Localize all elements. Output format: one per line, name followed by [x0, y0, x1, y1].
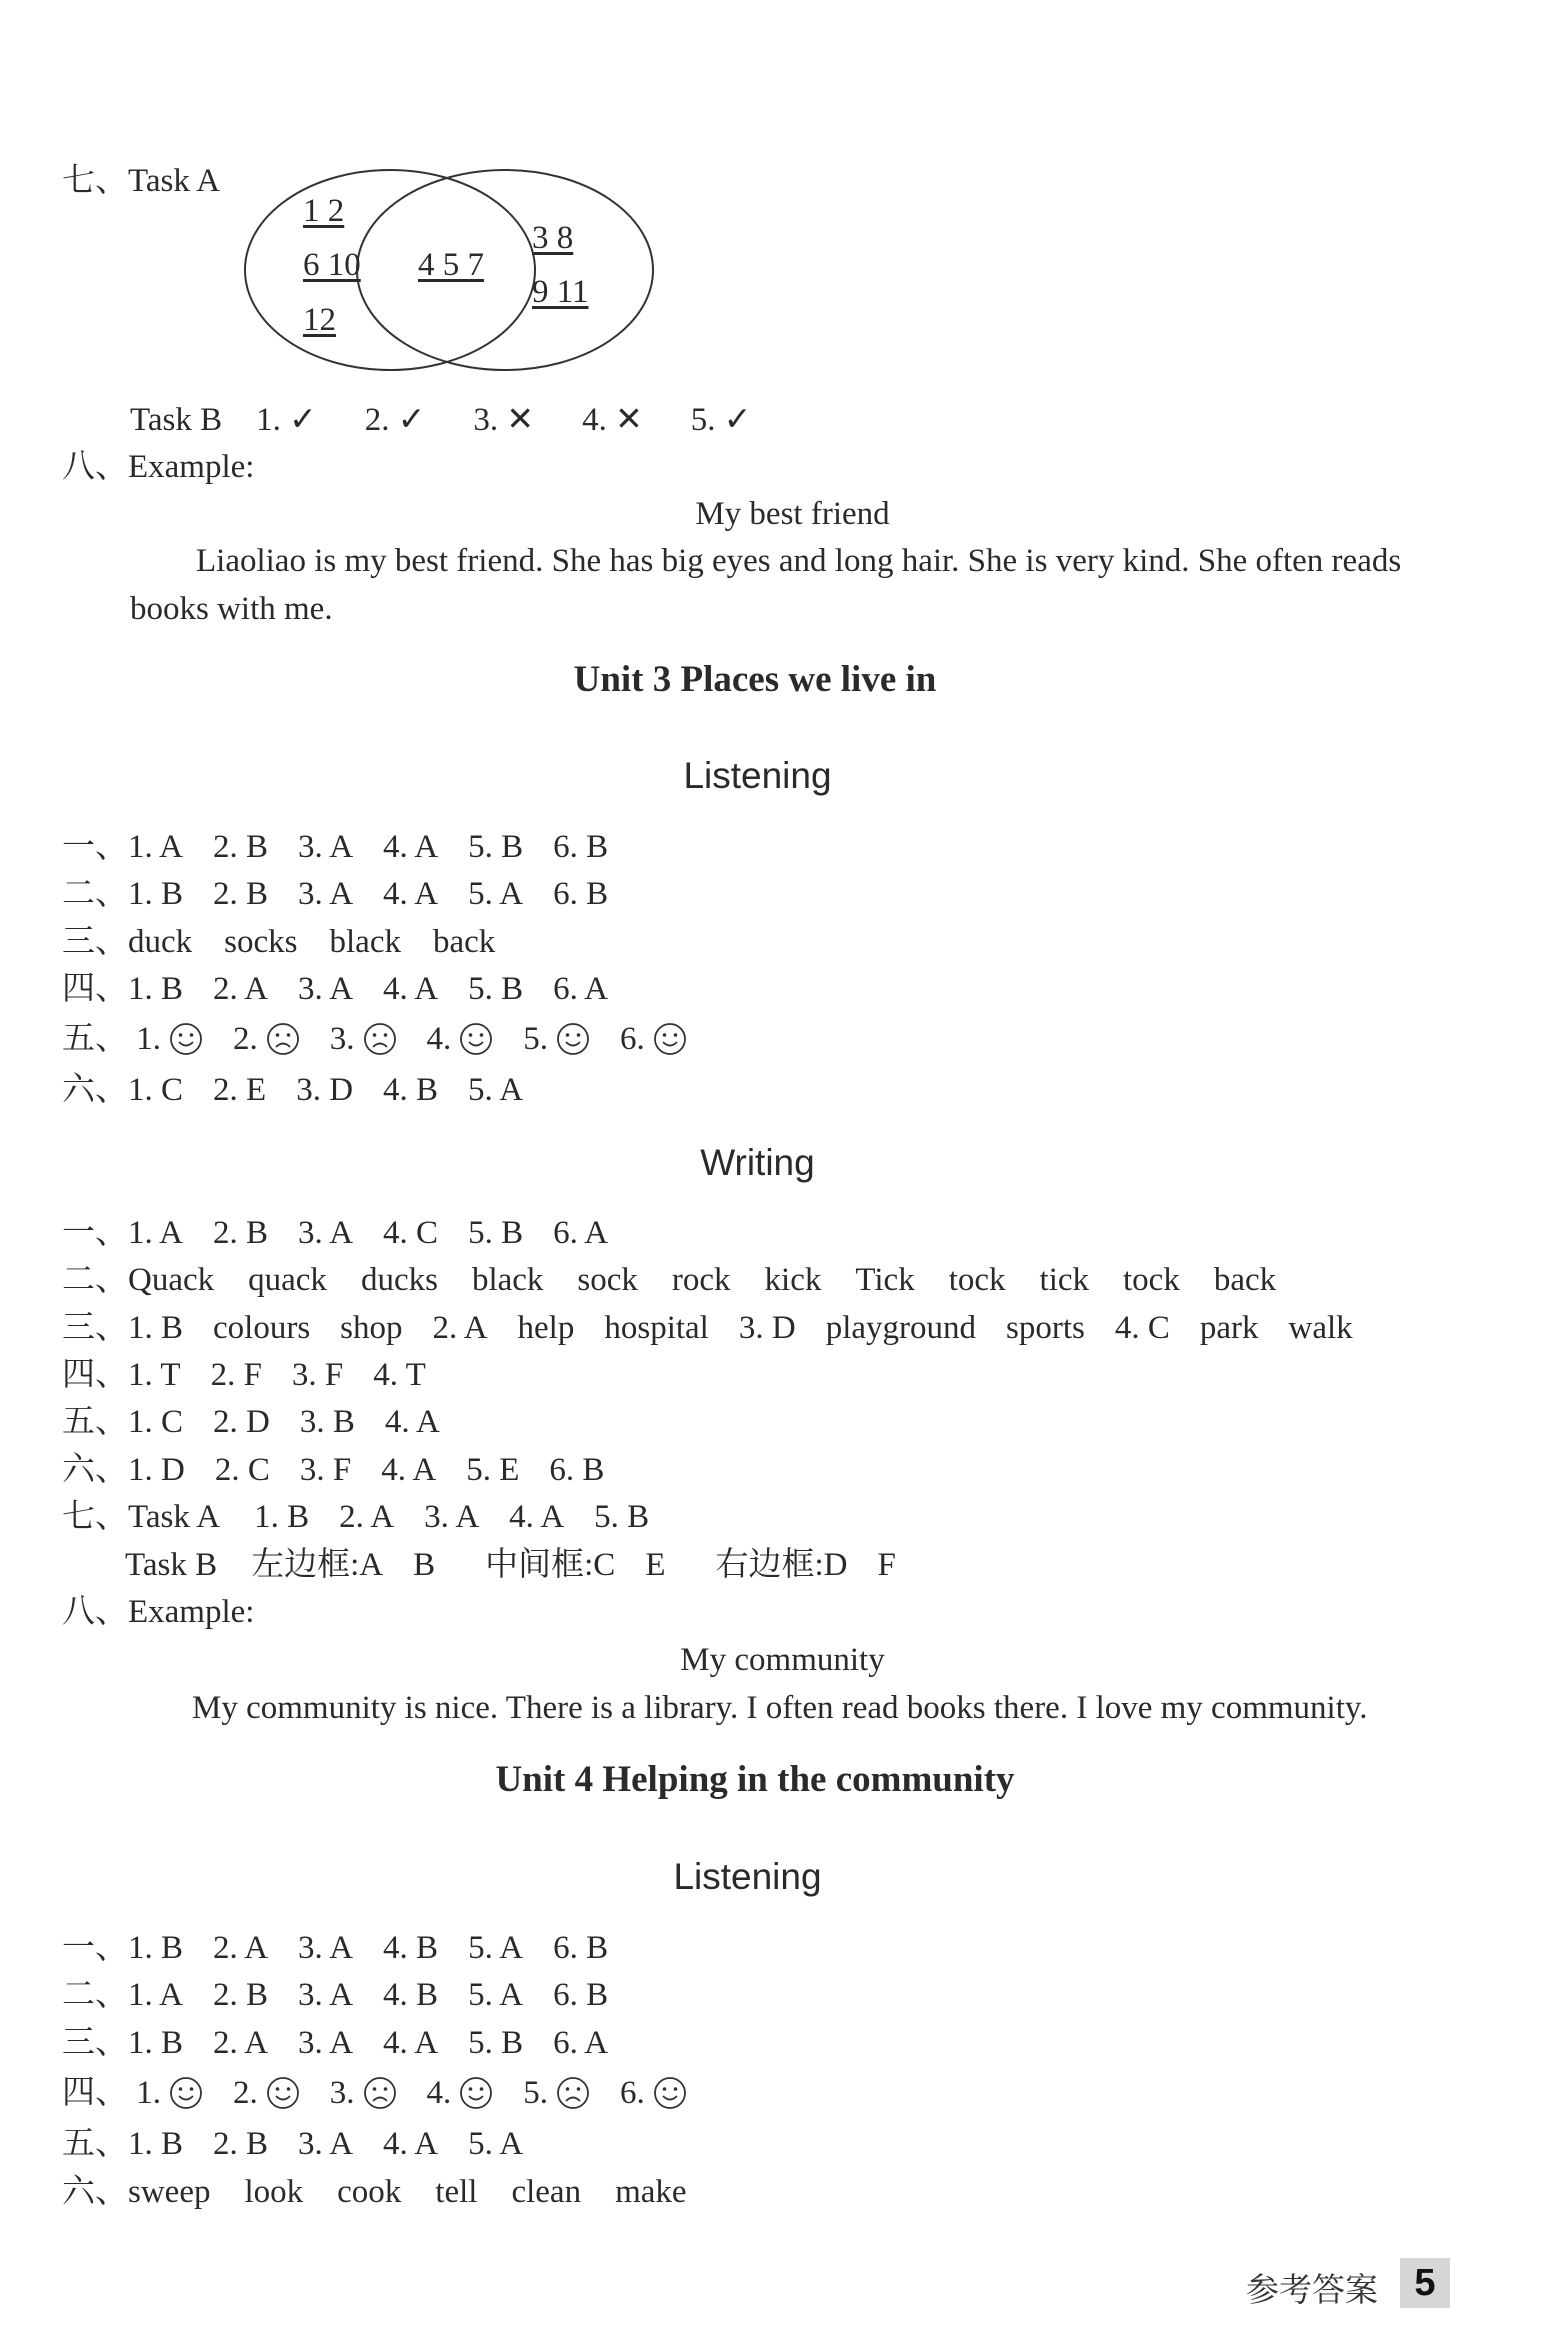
answer-item: 4. A — [383, 876, 439, 912]
answer-item: 2. B — [213, 1977, 269, 2013]
answer-item: 4. A — [509, 1499, 565, 1535]
question-number: 五、 — [62, 1021, 128, 1057]
answer-item: playground — [825, 1310, 977, 1346]
answer-item: 4. B — [383, 1930, 439, 1966]
sad-face-icon — [363, 1022, 397, 1056]
venn-right-circle — [357, 170, 653, 370]
answer-item: 3. ✕ — [473, 402, 535, 438]
answer-item: 4. A — [383, 971, 439, 1007]
answer-item: 5. A — [468, 1072, 524, 1108]
answer-item: 3. F — [291, 1357, 344, 1393]
venn-right-1: 3 8 — [532, 220, 574, 256]
question-number: 六、 — [62, 2174, 128, 2210]
happy-face-icon — [653, 1022, 687, 1056]
unit3-heading: Unit 3 Places we live in — [573, 659, 937, 700]
answer-item: 左边框:A — [251, 1547, 384, 1583]
answer-number: 2. — [233, 1021, 258, 1057]
answer-item: 5. E — [466, 1452, 520, 1488]
answer-item: Task B — [125, 1547, 218, 1583]
faces-row — [62, 1019, 687, 1059]
answer-item: 2. F — [210, 1357, 262, 1393]
answer-item: black — [471, 1262, 544, 1298]
answer-item: 4. A — [381, 1452, 437, 1488]
venn-left-circle — [245, 170, 535, 370]
answer-item: colours — [213, 1310, 311, 1346]
answer-row — [62, 2172, 687, 2212]
question-number: 七、 — [62, 1499, 128, 1535]
q8-line — [62, 447, 254, 487]
answer-item: cook — [337, 2174, 402, 2210]
answer-item: 4. C — [383, 1215, 439, 1251]
answer-item: 3. A — [298, 1930, 354, 1966]
answer-number: 1. — [136, 2075, 161, 2111]
answer-number: 6. — [620, 2075, 645, 2111]
question-number: 五、 — [62, 1404, 128, 1440]
answer-item: 1. B — [128, 2025, 184, 2061]
question-number: 三、 — [62, 924, 128, 960]
answer-item: Tick — [855, 1262, 915, 1298]
answer-item: 4. B — [383, 1072, 439, 1108]
task-b-line — [130, 400, 751, 440]
answer-item: 1. C — [128, 1072, 184, 1108]
answer-number: 3. — [329, 1021, 355, 1057]
venn-left-1: 1 2 — [303, 193, 345, 229]
answer-item: tick — [1039, 1262, 1090, 1298]
answer-item: 3. B — [299, 1404, 355, 1440]
answer-item: walk — [1288, 1310, 1353, 1346]
footer-label: 参考答案 — [1246, 2270, 1378, 2309]
happy-face-icon — [459, 2076, 493, 2110]
answer-item: clean — [511, 2174, 582, 2210]
answer-row — [62, 1928, 608, 1968]
answer-item: 1. T — [128, 1357, 181, 1393]
answer-item: 5. A — [468, 1977, 524, 2013]
unit3-listening-heading: Listening — [683, 755, 832, 796]
answer-item: 2. A — [213, 2025, 269, 2061]
answer-item: 3. A — [298, 2126, 354, 2162]
answer-item: 5. A — [468, 1930, 524, 1966]
answer-item: 5. B — [594, 1499, 650, 1535]
question-number: 二、 — [62, 1262, 128, 1298]
answer-row — [62, 1308, 1353, 1348]
answer-item: Task A — [128, 1499, 221, 1535]
answer-item: 5. ✓ — [690, 402, 752, 438]
answer-item: 1. B — [254, 1499, 310, 1535]
answer-item: 4. T — [373, 1357, 426, 1393]
essay-title: My best friend — [695, 496, 890, 532]
answer-item: 2. B — [213, 876, 269, 912]
answer-item: back — [1213, 1262, 1277, 1298]
faces-row — [62, 2073, 687, 2113]
question-number: 一、 — [62, 1930, 128, 1966]
answer-item: shop — [340, 1310, 403, 1346]
answer-item: 5. A — [468, 876, 524, 912]
answer-item: 2. D — [213, 1404, 270, 1440]
happy-face-icon — [169, 1022, 203, 1056]
answer-item: sock — [577, 1262, 638, 1298]
answer-row — [62, 1450, 604, 1490]
question-number: 三、 — [62, 1310, 128, 1346]
answer-row — [125, 1545, 896, 1585]
answer-item: 1. B — [128, 1930, 184, 1966]
task-b-label: Task B — [130, 402, 223, 438]
answer-row — [62, 1260, 1276, 1300]
answer-item: 1. B — [128, 971, 184, 1007]
answer-item: 中间框:C — [485, 1547, 616, 1583]
answer-row — [62, 969, 608, 1009]
answer-item: duck — [128, 924, 193, 960]
example-label: Example: — [128, 449, 255, 485]
question-number: 六、 — [62, 1452, 128, 1488]
question-number: 六、 — [62, 1072, 128, 1108]
answer-item: 3. A — [298, 971, 354, 1007]
answer-item: 3. A — [298, 1977, 354, 2013]
unit4-heading: Unit 4 Helping in the community — [495, 1759, 1015, 1800]
answer-item: 2. B — [213, 1215, 269, 1251]
question-number: 八、 — [62, 449, 128, 485]
answer-number: 2. — [233, 2075, 258, 2111]
question-number: 八、 — [62, 1594, 128, 1630]
unit3-writing-heading: Writing — [700, 1142, 815, 1183]
example-label: Example: — [128, 1594, 255, 1630]
answer-item: 4. C — [1114, 1310, 1170, 1346]
answer-item: make — [615, 2174, 687, 2210]
answer-item: 4. A — [383, 2025, 439, 2061]
answer-item: 1. ✓ — [256, 402, 317, 438]
answer-item: 6. B — [553, 1977, 609, 2013]
answer-item: 5. A — [468, 2126, 524, 2162]
question-number: 一、 — [62, 829, 128, 865]
venn-middle: 4 5 7 — [418, 247, 484, 283]
question-number: 一、 — [62, 1215, 128, 1251]
answer-row — [62, 2124, 523, 2164]
happy-face-icon — [266, 2076, 300, 2110]
venn-right-2: 9 11 — [532, 274, 589, 310]
unit4-listening-heading: Listening — [673, 1856, 822, 1897]
answer-item: E — [645, 1547, 666, 1583]
answer-item: 6. A — [553, 2025, 609, 2061]
sad-face-icon — [266, 1022, 300, 1056]
answer-item: 2. A — [213, 971, 269, 1007]
answer-number: 4. — [426, 2075, 452, 2111]
answer-item: 1. A — [128, 1215, 184, 1251]
answer-item: 3. A — [424, 1499, 480, 1535]
question-number: 四、 — [62, 1357, 128, 1393]
happy-face-icon — [459, 1022, 493, 1056]
answer-item: tock — [948, 1262, 1006, 1298]
answer-item: ducks — [360, 1262, 438, 1298]
question-number: 二、 — [62, 1977, 128, 2013]
page-number: 5 — [1400, 2258, 1450, 2308]
venn-left-2: 6 10 — [303, 247, 361, 283]
answer-row — [62, 1355, 426, 1395]
answer-number: 3. — [329, 2075, 355, 2111]
question-number: 七、 — [62, 163, 128, 199]
answer-item: 6. B — [549, 1452, 605, 1488]
task-a-label: Task A — [128, 163, 221, 199]
answer-row — [62, 922, 495, 962]
answer-row — [62, 1497, 649, 1537]
answer-row — [62, 1975, 608, 2015]
answer-item: 4. ✕ — [582, 402, 643, 438]
answer-item: help — [517, 1310, 575, 1346]
answer-item: black — [329, 924, 401, 960]
answer-row — [62, 827, 608, 867]
answer-item: 2. A — [339, 1499, 395, 1535]
question-number: 三、 — [62, 2025, 128, 2061]
answer-item: rock — [671, 1262, 731, 1298]
answer-item: 2. B — [213, 2126, 269, 2162]
answer-item: 3. A — [298, 876, 354, 912]
answer-item: look — [244, 2174, 304, 2210]
answer-item: 1. B — [128, 1310, 184, 1346]
answer-item: 1. B — [128, 2126, 184, 2162]
answer-item: 3. A — [298, 2025, 354, 2061]
answer-item: tell — [435, 2174, 478, 2210]
answer-item: 1. D — [128, 1452, 185, 1488]
answer-item: 3. A — [298, 829, 354, 865]
answer-item: 5. B — [468, 1215, 524, 1251]
happy-face-icon — [169, 2076, 203, 2110]
answer-item: 4. A — [383, 2126, 439, 2162]
essay-text: Liaoliao is my best friend. She has big eyes and long hair. She is very kind. She often reads books with me. — [130, 543, 1402, 627]
answer-item: 2. A — [432, 1310, 488, 1346]
answer-item: 5. B — [468, 829, 524, 865]
answer-item: sports — [1006, 1310, 1085, 1346]
answer-item: 3. D — [296, 1072, 354, 1108]
answer-item: 6. A — [553, 1215, 609, 1251]
answer-number: 4. — [426, 1021, 452, 1057]
essay-text: My community is nice. There is a library. I often read books there. I love my community. — [192, 1690, 1368, 1726]
answer-item: 4. B — [383, 1977, 439, 2013]
answer-item: 1. B — [128, 876, 184, 912]
answer-item: 2. A — [213, 1930, 269, 1966]
sad-face-icon — [556, 2076, 590, 2110]
q8-line — [62, 1592, 254, 1632]
happy-face-icon — [556, 1022, 590, 1056]
answer-item: 6. B — [553, 1930, 609, 1966]
answer-item: 1. C — [128, 1404, 184, 1440]
sad-face-icon — [363, 2076, 397, 2110]
answer-number: 1. — [136, 1021, 161, 1057]
answer-item: 2. C — [214, 1452, 270, 1488]
answer-item: socks — [224, 924, 298, 960]
answer-row — [62, 1402, 440, 1442]
question-number: 五、 — [62, 2126, 128, 2162]
answer-item: hospital — [604, 1310, 709, 1346]
answer-item: tock — [1123, 1262, 1180, 1298]
answer-number: 5. — [523, 2075, 548, 2111]
question-number: 四、 — [62, 971, 128, 1007]
answer-item: 6. B — [553, 829, 609, 865]
happy-face-icon — [653, 2076, 687, 2110]
answer-item: 3. D — [738, 1310, 796, 1346]
answer-item: 右边框:D — [715, 1547, 848, 1583]
answer-item: back — [432, 924, 496, 960]
answer-number: 6. — [620, 1021, 645, 1057]
answer-item: 2. ✓ — [364, 402, 426, 438]
answer-item: 3. A — [298, 1215, 354, 1251]
answer-item: 5. B — [468, 2025, 524, 2061]
answer-item: 1. A — [128, 1977, 184, 2013]
answer-item: 3. F — [299, 1452, 352, 1488]
answer-number: 5. — [523, 1021, 548, 1057]
answer-item: F — [877, 1547, 896, 1583]
answer-item: Quack — [128, 1262, 215, 1298]
answer-item: 4. A — [384, 1404, 440, 1440]
q7-line — [62, 161, 220, 201]
answer-row — [62, 1070, 523, 1110]
question-number: 四、 — [62, 2075, 128, 2111]
essay-title: My community — [680, 1642, 885, 1678]
answer-item: 6. B — [553, 876, 609, 912]
question-number: 二、 — [62, 876, 128, 912]
venn-left-3: 12 — [303, 302, 336, 338]
answer-item: 2. B — [213, 829, 269, 865]
answer-item: 1. A — [128, 829, 184, 865]
answer-row — [62, 874, 608, 914]
answer-item: park — [1199, 1310, 1259, 1346]
answer-row — [62, 2023, 608, 2063]
answer-item: 2. E — [213, 1072, 267, 1108]
answer-item: 5. B — [468, 971, 524, 1007]
answer-item: B — [413, 1547, 436, 1583]
answer-item: kick — [764, 1262, 822, 1298]
answer-item: 6. A — [553, 971, 609, 1007]
answer-row — [62, 1213, 608, 1253]
answer-item: quack — [248, 1262, 327, 1298]
answer-item: 4. A — [383, 829, 439, 865]
answer-item: sweep — [128, 2174, 211, 2210]
